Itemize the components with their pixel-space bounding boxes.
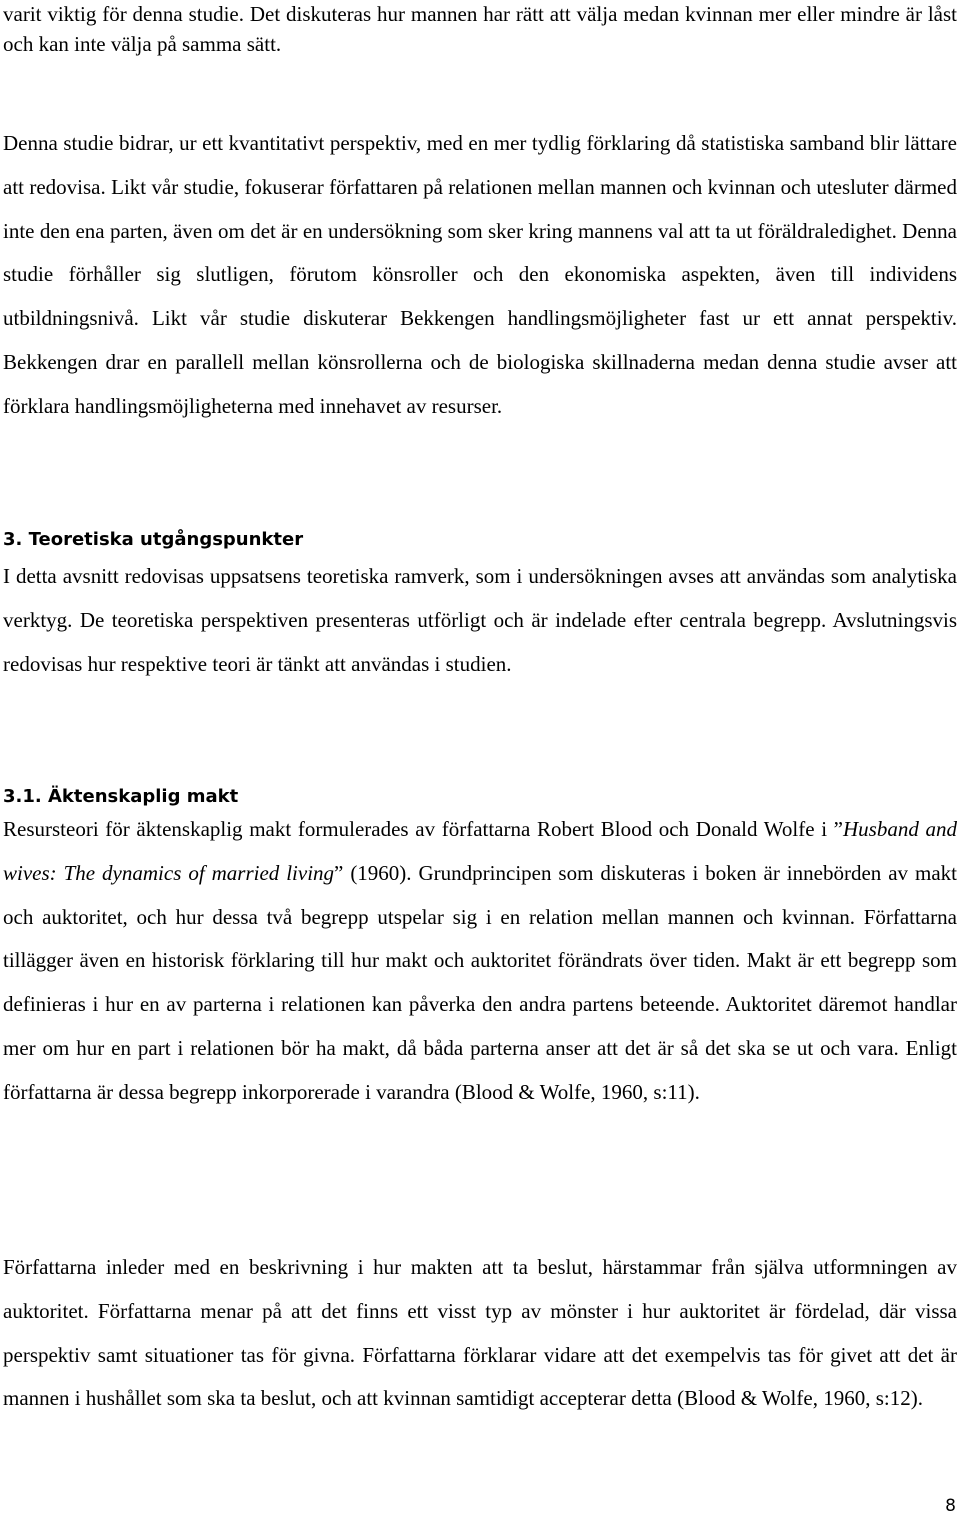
paragraph-authority-origin: Författarna inleder med en beskrivning i hur makten att ta beslut, härstammar från själva utformningen av auktoritet. Författarna menar på att det finns ett visst typ av mönster i hur auktoritet är fördelad, där vissa perspektiv samt situationer tas för givna. Författarna förklarar vidare att det exempelvis tas för givet att det är mannen i hushållet som ska ta beslut, och att kvinnan samtidigt accepterar detta (Blood & Wolfe, 1960, s:12). (3, 1255, 957, 1411)
paragraph-study-contribution: Denna studie bidrar, ur ett kvantitativt perspektiv, med en mer tydlig förklaring då statistiska samband blir lättare att redovisa. Likt vår studie, fokuserar författaren på relationen mellan mannen och kvinnan och utesluter därmed inte den ena parten, även om det är en undersökning som sker kring mannens val att ta ut föräldraledighet. Denna studie förhåller sig slutligen, förutom könsroller och den ekonomiska aspekten, även till individens utbildningsnivå. Likt vår studie diskuterar Bekkengen handlingsmöjligheter fast ur ett annat perspektiv. Bekkengen drar en parallell mellan könsrollerna och de biologiska skillnaderna medan denna studie avser att förklara handlingsmöjligheterna med innehavet av resurser. (3, 131, 957, 418)
paragraph-marital-power (3, 808, 957, 1115)
paragraph-theory-intro: I detta avsnitt redovisas uppsatsens teoretiska ramverk, som i undersökningen avses att användas som analytiska verktyg. De teoretiska perspektiven presenteras utförligt och är indelade efter centrala begrepp. Avslutningsvis redovisas hur respektive teori är tänkt att användas i studien. (3, 564, 957, 676)
marital-power-text-end: ” (1960). Grundprincipen som diskuteras i boken är innebörden av makt och auktoritet, och hur dessa två begrepp utspelar sig i en relation mellan mannen och kvinnan. Författarna tillägger även en historisk förklaring till hur makt och auktoritet förändrats över tiden. Makt är ett begrepp som definieras i hur en av parterna i relationen kan påverka den andra partens beteende. Auktoritet däremot handlar mer om hur en part i relationen bör ha makt, då båda parterna anser att det är så det ska se ut och vara. Enligt författarna är dessa begrepp inkorporerade i varandra (Blood & Wolfe, 1960, s:11). (3, 860, 957, 1104)
section-heading-3: 3. Teoretiska utgångspunkter (3, 529, 304, 550)
section-heading-3-1: 3.1. Äktenskaplig makt (3, 786, 239, 807)
page-number: 8 (945, 1496, 956, 1516)
marital-power-text-start: Resursteori för äktenskaplig makt formulerades av författarna Robert Blood och Donald Wolfe i ” (3, 817, 844, 841)
book-title: Husband and wives: The dynamics of married living (3, 817, 957, 885)
paragraph-intro-continuation: varit viktig för denna studie. Det diskuteras hur mannen har rätt att välja medan kvinnan mer eller mindre är låst och kan inte välja på samma sätt. (3, 2, 957, 56)
